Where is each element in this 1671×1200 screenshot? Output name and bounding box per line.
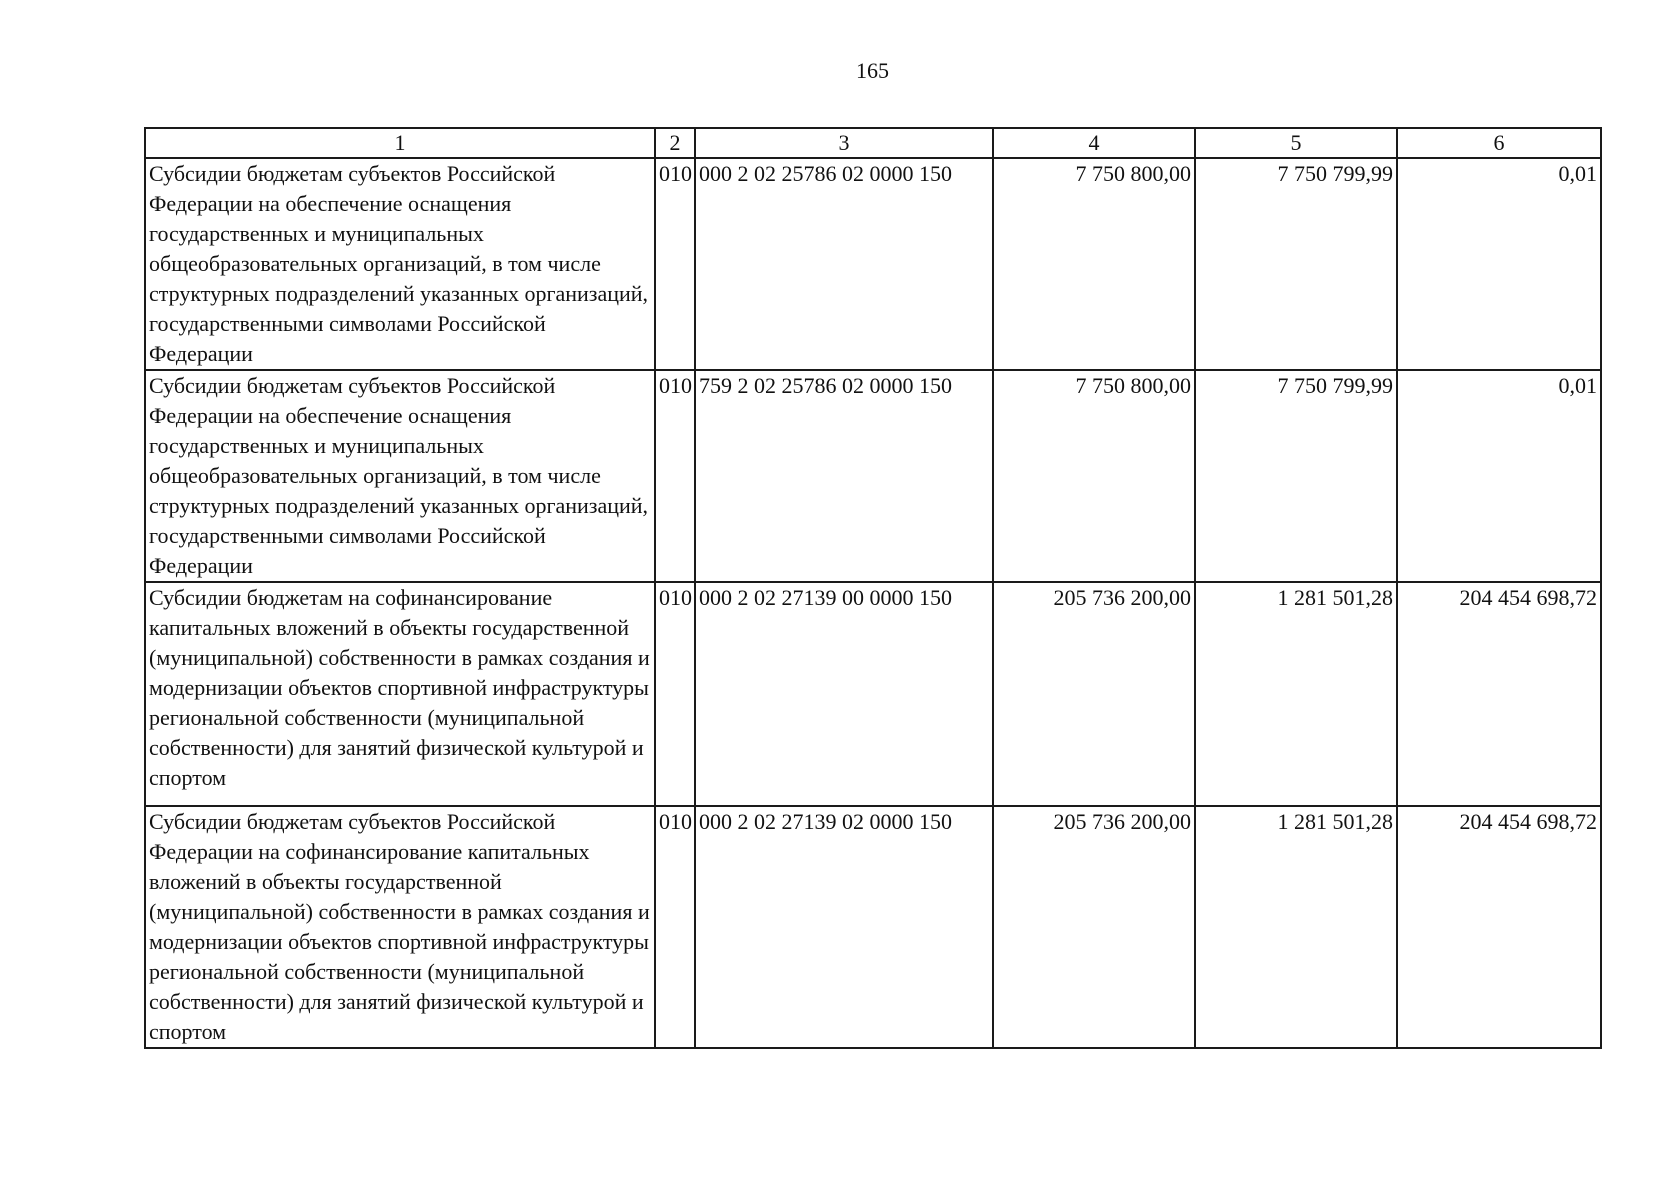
row-executed-amount: 1 281 501,28 — [1195, 582, 1397, 806]
row-name: Субсидии бюджетам на софинансирование капитальных вложений в объекты государственной (муниципальной) собственности в рамках создания и модернизации объектов спортивной инфраструктуры региональной собственности (муниципальной собственности) для занятий физической культурой и спортом — [145, 582, 655, 806]
row-executed-amount: 1 281 501,28 — [1195, 806, 1397, 1048]
row-code: 010 — [655, 158, 695, 370]
column-header-3: 3 — [695, 128, 993, 158]
row-approved-amount: 7 750 800,00 — [993, 158, 1195, 370]
row-remainder-amount: 204 454 698,72 — [1397, 806, 1601, 1048]
table-row — [145, 158, 1601, 370]
row-budget-code: 759 2 02 25786 02 0000 150 — [695, 370, 993, 582]
row-approved-amount: 7 750 800,00 — [993, 370, 1195, 582]
table-row — [145, 582, 1601, 806]
header-row — [145, 128, 1601, 158]
row-name: Субсидии бюджетам субъектов Российской Федерации на обеспечение оснащения государственных и муниципальных общеобразовательных организаций, в том числе структурных подразделений указанных организаций, государственными символами Российской Федерации — [145, 370, 655, 582]
budget-table — [144, 127, 1602, 1049]
row-code: 010 — [655, 806, 695, 1048]
row-executed-amount: 7 750 799,99 — [1195, 370, 1397, 582]
row-approved-amount: 205 736 200,00 — [993, 582, 1195, 806]
column-header-1: 1 — [145, 128, 655, 158]
table-row — [145, 370, 1601, 582]
row-remainder-amount: 204 454 698,72 — [1397, 582, 1601, 806]
page-number: 165 — [856, 58, 889, 83]
row-name: Субсидии бюджетам субъектов Российской Федерации на обеспечение оснащения государственных и муниципальных общеобразовательных организаций, в том числе структурных подразделений указанных организаций, государственными символами Российской Федерации — [145, 158, 655, 370]
column-header-2: 2 — [655, 128, 695, 158]
row-code: 010 — [655, 370, 695, 582]
column-header-6: 6 — [1397, 128, 1601, 158]
column-header-4: 4 — [993, 128, 1195, 158]
row-code: 010 — [655, 582, 695, 806]
row-executed-amount: 7 750 799,99 — [1195, 158, 1397, 370]
row-remainder-amount: 0,01 — [1397, 370, 1601, 582]
row-remainder-amount: 0,01 — [1397, 158, 1601, 370]
row-name: Субсидии бюджетам субъектов Российской Федерации на софинансирование капитальных вложений в объекты государственной (муниципальной) собственности в рамках создания и модернизации объектов спортивной инфраструктуры региональной собственности (муниципальной собственности) для занятий физической культурой и спортом — [145, 806, 655, 1048]
row-budget-code: 000 2 02 27139 00 0000 150 — [695, 582, 993, 806]
column-header-5: 5 — [1195, 128, 1397, 158]
row-approved-amount: 205 736 200,00 — [993, 806, 1195, 1048]
row-budget-code: 000 2 02 25786 02 0000 150 — [695, 158, 993, 370]
row-budget-code: 000 2 02 27139 02 0000 150 — [695, 806, 993, 1048]
table-row — [145, 806, 1601, 1048]
